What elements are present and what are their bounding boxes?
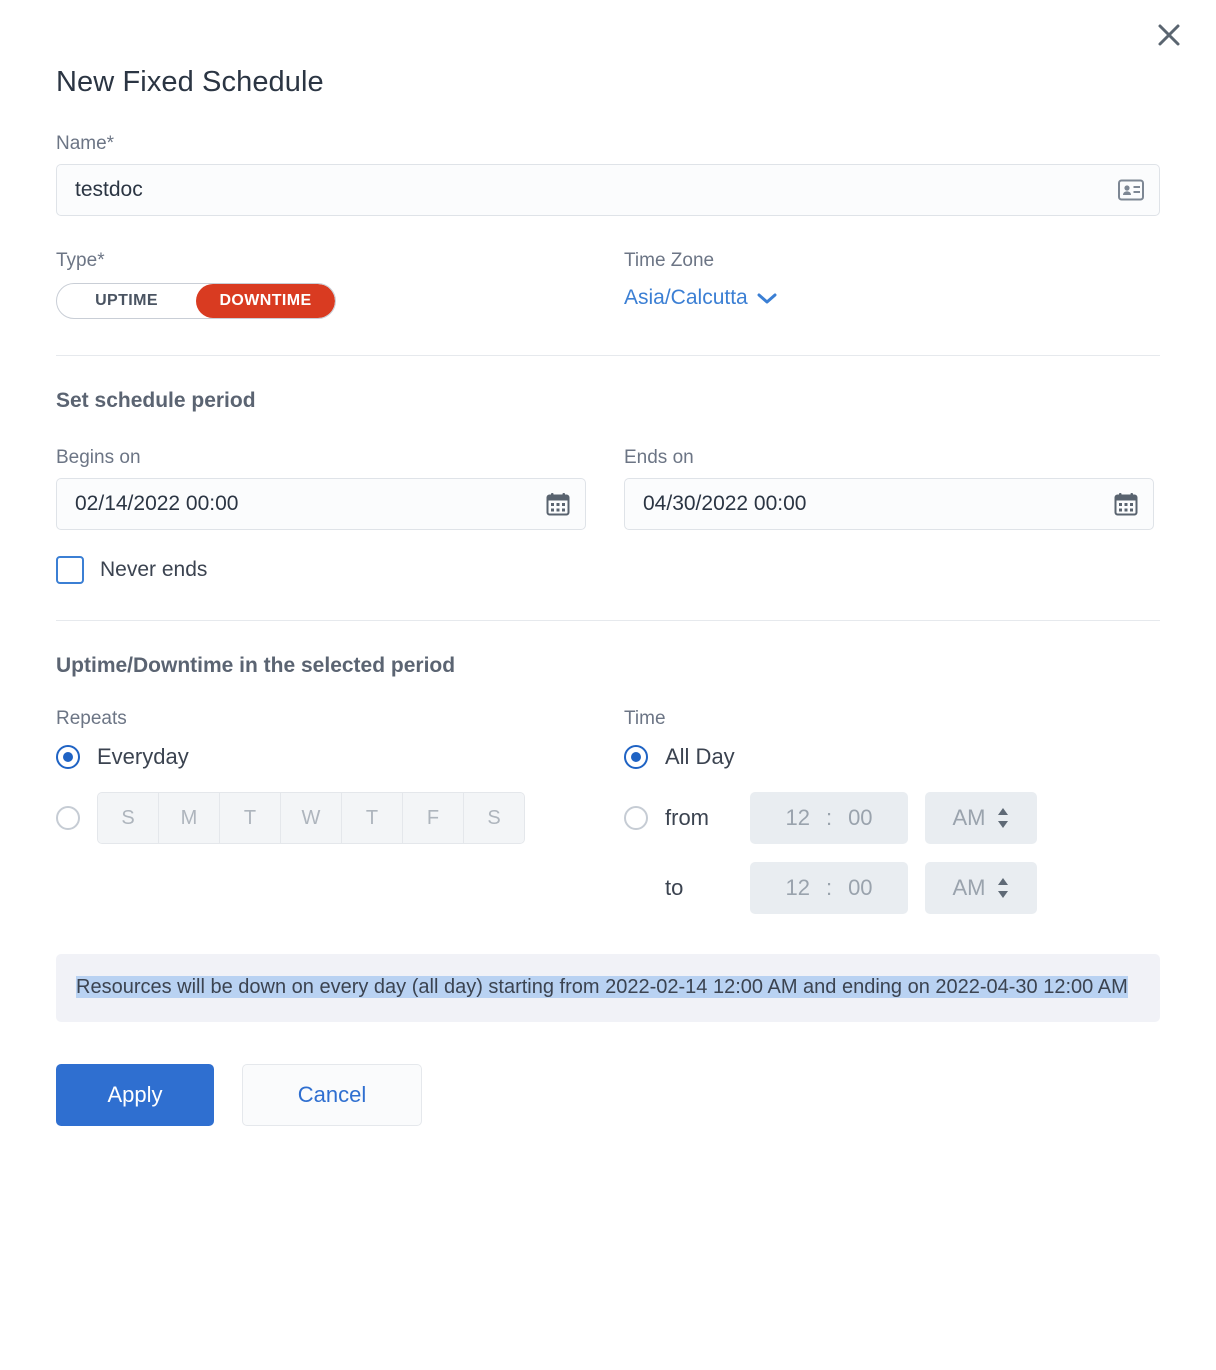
never-ends-row[interactable] (56, 556, 1160, 584)
time-all-day-row[interactable] (624, 744, 1160, 770)
summary-banner (56, 954, 1160, 1022)
time-to-input[interactable] (750, 862, 908, 914)
time-from-minute[interactable]: 00 (848, 805, 873, 830)
cancel-button[interactable]: Cancel (242, 1064, 422, 1126)
time-to-row (665, 862, 1160, 914)
day-tuesday[interactable]: T (220, 793, 281, 843)
time-to-minute[interactable]: 00 (848, 875, 873, 900)
time-range-radio[interactable] (624, 806, 648, 830)
chevron-down-icon (757, 292, 777, 305)
time-all-day-radio[interactable] (624, 745, 648, 769)
time-from-label: from (665, 805, 709, 830)
type-option-uptime[interactable]: UPTIME (95, 292, 158, 309)
time-to-label: to (665, 875, 684, 900)
time-to-ampm[interactable] (925, 862, 1037, 914)
ends-on-wrap (624, 478, 1154, 530)
repeats-custom-row[interactable] (56, 792, 624, 844)
day-sunday[interactable]: S (98, 793, 159, 843)
repeats-label: Repeats (56, 708, 127, 729)
time-from-hour[interactable]: 12 (785, 805, 810, 830)
divider-1 (56, 355, 1160, 356)
type-label: Type* (56, 250, 105, 271)
time-from-ampm[interactable] (925, 792, 1037, 844)
day-friday[interactable]: F (403, 793, 464, 843)
name-label: Name* (56, 133, 115, 154)
time-from-row (624, 792, 1160, 844)
day-saturday[interactable]: S (464, 793, 524, 843)
type-toggle[interactable] (56, 283, 336, 319)
day-thursday[interactable]: T (342, 793, 403, 843)
name-input[interactable] (56, 164, 1160, 216)
uptime-downtime-title: Uptime/Downtime in the selected period (56, 654, 456, 677)
ends-on-label: Ends on (624, 447, 694, 468)
repeats-everyday-radio[interactable] (56, 745, 80, 769)
calendar-icon[interactable] (1114, 492, 1138, 516)
begins-on-wrap (56, 478, 586, 530)
repeats-everyday-row[interactable] (56, 744, 624, 770)
time-from-input[interactable] (750, 792, 908, 844)
spinner-icon[interactable] (996, 877, 1010, 899)
time-to-ampm-value: AM (952, 875, 986, 900)
timezone-value: Asia/Calcutta (624, 286, 748, 309)
contact-card-icon[interactable] (1118, 179, 1144, 201)
type-option-downtime[interactable]: DOWNTIME (196, 284, 335, 318)
close-icon[interactable] (1152, 18, 1186, 52)
time-from-ampm-value: AM (952, 805, 986, 830)
timezone-label: Time Zone (624, 250, 715, 271)
time-to-separator: : (825, 875, 833, 900)
schedule-period-title: Set schedule period (56, 389, 256, 412)
repeats-custom-radio[interactable] (56, 806, 80, 830)
never-ends-label: Never ends (100, 558, 208, 581)
day-of-week-group (97, 792, 525, 844)
timezone-selector[interactable] (624, 286, 777, 310)
time-label: Time (624, 708, 666, 729)
page-title: New Fixed Schedule (56, 66, 324, 98)
apply-button[interactable]: Apply (56, 1064, 214, 1126)
spinner-icon[interactable] (996, 807, 1010, 829)
time-all-day-label: All Day (665, 744, 735, 769)
repeats-everyday-label: Everyday (97, 744, 189, 769)
time-to-hour[interactable]: 12 (785, 875, 810, 900)
divider-2 (56, 620, 1160, 621)
dialog-actions (56, 1064, 1160, 1126)
begins-on-label: Begins on (56, 447, 141, 468)
name-field-wrap (56, 164, 1160, 216)
day-wednesday[interactable]: W (281, 793, 342, 843)
time-from-separator: : (825, 805, 833, 830)
never-ends-checkbox[interactable] (56, 556, 84, 584)
begins-on-input[interactable] (56, 478, 586, 530)
summary-text: Resources will be down on every day (all day) starting from 2022-02-14 12:00 AM and ending on 2022-04-30 12:00 AM (76, 976, 1128, 998)
day-monday[interactable]: M (159, 793, 220, 843)
calendar-icon[interactable] (546, 492, 570, 516)
ends-on-input[interactable] (624, 478, 1154, 530)
